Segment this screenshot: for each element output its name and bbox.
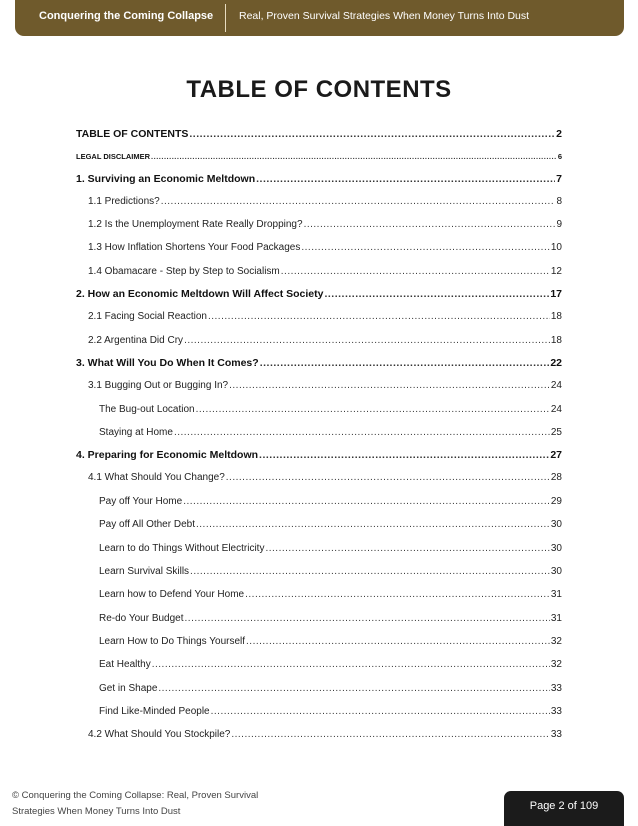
toc-entry-page: 32	[550, 659, 562, 670]
toc-entry[interactable]	[99, 636, 562, 647]
toc-entry-label: LEGAL DISCLAIMER	[76, 152, 151, 161]
toc-entry-page: 9	[556, 219, 562, 230]
toc-entry[interactable]	[88, 266, 562, 277]
toc-entry-page: 18	[550, 311, 562, 322]
toc-entry-label: 2.1 Facing Social Reaction	[88, 311, 207, 322]
footer-copyright	[12, 788, 332, 820]
toc-entry-page: 2	[556, 128, 562, 140]
toc-entry-page: 28	[550, 472, 562, 483]
page-number-badge: Page 2 of 109	[504, 791, 624, 826]
toc-leader-dots	[226, 472, 550, 483]
toc-entry-label: 1.1 Predictions?	[88, 196, 160, 207]
toc-leader-dots	[246, 636, 550, 647]
toc-entry[interactable]	[88, 311, 562, 322]
toc-entry-label: 4.1 What Should You Change?	[88, 472, 225, 483]
toc-entry[interactable]	[99, 427, 562, 438]
toc-leader-dots	[190, 566, 550, 577]
toc-leader-dots	[189, 128, 555, 140]
toc-entry-page: 6	[557, 152, 562, 161]
toc-entry[interactable]	[99, 543, 562, 554]
toc-entry-page: 30	[550, 566, 562, 577]
toc-leader-dots	[158, 683, 550, 694]
toc-leader-dots	[281, 266, 550, 277]
toc-entry-page: 24	[550, 404, 562, 415]
toc-entry[interactable]	[88, 472, 562, 483]
toc-entry[interactable]	[76, 128, 562, 140]
toc-leader-dots	[245, 589, 550, 600]
toc-entry[interactable]	[88, 196, 562, 207]
toc-entry-page: 8	[556, 196, 562, 207]
toc-entry-page: 18	[550, 335, 562, 346]
toc-entry[interactable]	[88, 729, 562, 740]
toc-entry-page: 25	[550, 427, 562, 438]
toc-entry[interactable]	[99, 404, 562, 415]
toc-leader-dots	[184, 335, 550, 346]
toc-entry[interactable]	[76, 449, 562, 461]
toc-entry-page: 31	[550, 613, 562, 624]
toc-entry-page: 30	[550, 519, 562, 530]
toc-entry-page: 30	[550, 543, 562, 554]
toc-leader-dots	[301, 242, 550, 253]
toc-title: TABLE OF CONTENTS	[186, 76, 452, 103]
toc-entry-label: Pay off Your Home	[99, 496, 183, 507]
footer-copyright-line-2: Strategies When Money Turns Into Dust	[12, 806, 181, 817]
toc-entry-label: Learn how to Defend Your Home	[99, 589, 245, 600]
toc-entry[interactable]	[99, 519, 562, 530]
toc-entry-page: 33	[550, 706, 562, 717]
toc-entry-label: 3.1 Bugging Out or Bugging In?	[88, 380, 229, 391]
toc-entry-label: 1.3 How Inflation Shortens Your Food Packages	[88, 242, 301, 253]
toc-leader-dots	[265, 543, 549, 554]
toc-entry-label: 2.2 Argentina Did Cry	[88, 335, 184, 346]
toc-entry-label: Learn Survival Skills	[99, 566, 190, 577]
toc-entry-label: 1. Surviving an Economic Meltdown	[76, 173, 256, 185]
toc-entry[interactable]	[99, 589, 562, 600]
toc-leader-dots	[259, 449, 549, 461]
footer-copyright-line-1: © Conquering the Coming Collapse: Real, Proven Survival	[12, 790, 259, 801]
header-book-title: Conquering the Coming Collapse	[39, 10, 214, 22]
toc-entry-page: 33	[550, 683, 562, 694]
toc-entry-label: Get in Shape	[99, 683, 158, 694]
toc-entry-label: 4. Preparing for Economic Meltdown	[76, 449, 259, 461]
toc-entry-page: 7	[556, 173, 562, 185]
toc-leader-dots	[260, 357, 550, 369]
toc-entry[interactable]	[99, 659, 562, 670]
toc-entry-label: Staying at Home	[99, 427, 173, 438]
toc-leader-dots	[185, 613, 550, 624]
toc-leader-dots	[211, 706, 550, 717]
toc-leader-dots	[304, 219, 556, 230]
toc-leader-dots	[174, 427, 550, 438]
toc-leader-dots	[324, 288, 549, 300]
toc-entry[interactable]	[99, 683, 562, 694]
toc-leader-dots	[161, 196, 556, 207]
toc-entry-page: 10	[550, 242, 562, 253]
toc-leader-dots	[231, 729, 550, 740]
toc-entry[interactable]	[76, 357, 562, 369]
toc-entry-label: 1.4 Obamacare - Step by Step to Socialism	[88, 266, 280, 277]
toc-leader-dots	[229, 380, 550, 391]
toc-leader-dots	[208, 311, 550, 322]
toc-entry-label: Re-do Your Budget	[99, 613, 184, 624]
toc-leader-dots	[183, 496, 550, 507]
toc-entry-label: Eat Healthy	[99, 659, 151, 670]
toc-entry[interactable]	[76, 173, 562, 185]
header-subtitle: Real, Proven Survival Strategies When Money Turns Into Dust	[239, 10, 530, 22]
toc-entry-label: Find Like-Minded People	[99, 706, 210, 717]
toc-leader-dots	[256, 173, 555, 185]
toc-entry-label: The Bug-out Location	[99, 404, 195, 415]
toc-entry[interactable]	[76, 152, 562, 161]
toc-entry-page: 31	[550, 589, 562, 600]
toc-entry[interactable]	[99, 566, 562, 577]
toc-entry[interactable]	[88, 219, 562, 230]
toc-leader-dots	[196, 404, 550, 415]
toc-entry-page: 24	[550, 380, 562, 391]
toc-entry-label: TABLE OF CONTENTS	[76, 128, 189, 140]
toc-leader-dots	[152, 659, 550, 670]
toc-leader-dots	[151, 152, 557, 161]
toc-entry-label: 4.2 What Should You Stockpile?	[88, 729, 231, 740]
toc-entry-label: Pay off All Other Debt	[99, 519, 195, 530]
toc-entry-page: 32	[550, 636, 562, 647]
toc-entry[interactable]	[99, 496, 562, 507]
toc-entry-page: 33	[550, 729, 562, 740]
toc-entry[interactable]	[76, 288, 562, 300]
toc-entry-page: 12	[550, 266, 562, 277]
toc-entry-page: 29	[550, 496, 562, 507]
toc-entry-page: 27	[550, 449, 562, 461]
toc-entry-label: Learn How to Do Things Yourself	[99, 636, 246, 647]
toc-entry-page: 22	[550, 357, 562, 369]
toc-entry[interactable]	[88, 242, 562, 253]
toc-entry-label: 2. How an Economic Meltdown Will Affect Society	[76, 288, 324, 300]
toc-entry-label: 1.2 Is the Unemployment Rate Really Dropping?	[88, 219, 303, 230]
toc-entry[interactable]	[99, 613, 562, 624]
toc-entry-page: 17	[550, 288, 562, 300]
toc-entry-label: Learn to do Things Without Electricity	[99, 543, 265, 554]
toc-entry[interactable]	[88, 335, 562, 346]
toc-entry[interactable]	[88, 380, 562, 391]
toc-leader-dots	[196, 519, 550, 530]
toc-entry-label: 3. What Will You Do When It Comes?	[76, 357, 259, 369]
toc-entry[interactable]	[99, 706, 562, 717]
